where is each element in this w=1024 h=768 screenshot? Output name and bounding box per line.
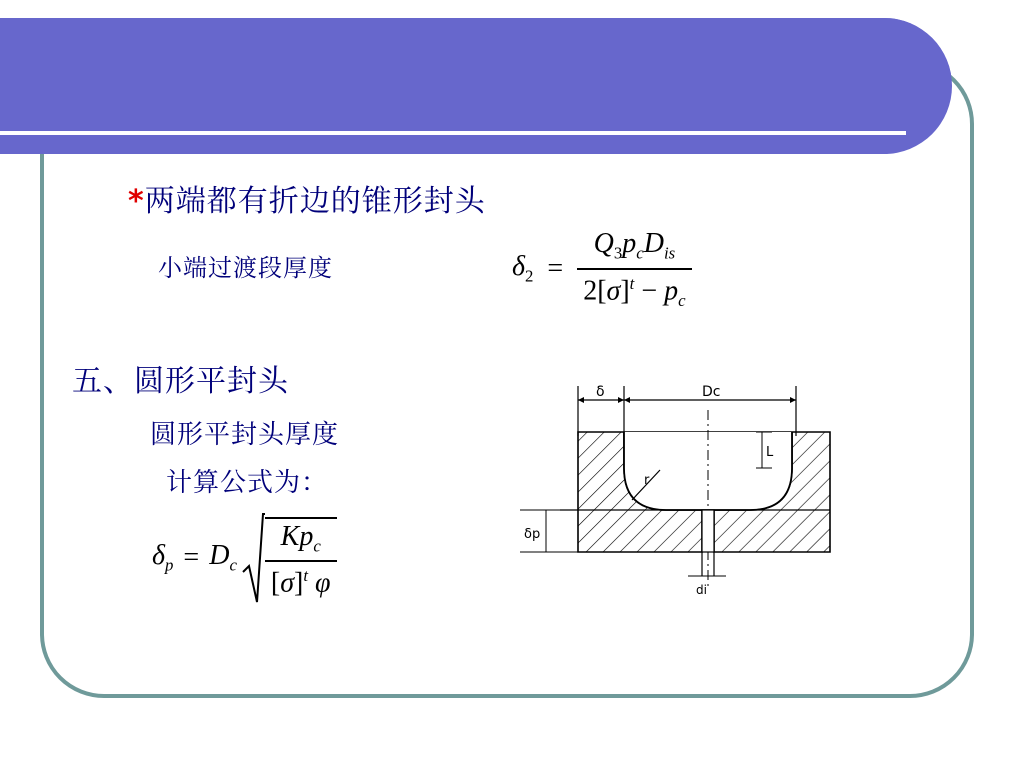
formula1-lhs: $\delta_2$ <box>512 251 534 287</box>
formula2-numerator: $Kp_c$ <box>280 520 321 556</box>
label-Dc: Dc <box>702 384 721 400</box>
formula1-numerator: $Q_3p_cD_{is}$ <box>593 228 676 263</box>
formula1-equals: = <box>547 253 564 285</box>
formula2-lhs: $\delta_p$ <box>152 540 174 575</box>
flat-head-drawing <box>520 380 850 600</box>
flat-head-line2: 计算公式为： <box>166 468 329 498</box>
star-bullet: * <box>128 184 145 219</box>
slide-heading <box>128 176 486 220</box>
formula2-equals: = <box>183 542 200 573</box>
label-L: L <box>766 445 774 460</box>
heading-text: 两端都有折边的锥形封头 <box>144 184 486 219</box>
label-di: di <box>696 583 707 597</box>
label-r: r <box>644 473 650 488</box>
flat-head-line1: 圆形平封头厚度 <box>150 420 340 450</box>
formula-delta-p <box>152 510 337 606</box>
label-delta-p: δp <box>524 527 541 542</box>
formula1-denominator: $2[\sigma]^t - p_c$ <box>577 268 691 311</box>
formula2-denominator: $[\sigma]^t$ φ <box>265 560 337 599</box>
formula2-D: $D_c$ <box>209 540 237 575</box>
formula-delta2 <box>512 228 692 311</box>
formula1-fraction <box>577 228 691 311</box>
formula2-fraction <box>265 517 337 600</box>
small-end-subtitle: 小端过渡段厚度 <box>158 254 333 282</box>
section-heading-flat-head: 五、圆形平封头 <box>72 364 289 399</box>
title-rule <box>0 131 906 135</box>
sqrt-sign <box>241 510 265 606</box>
label-delta: δ <box>596 384 605 400</box>
